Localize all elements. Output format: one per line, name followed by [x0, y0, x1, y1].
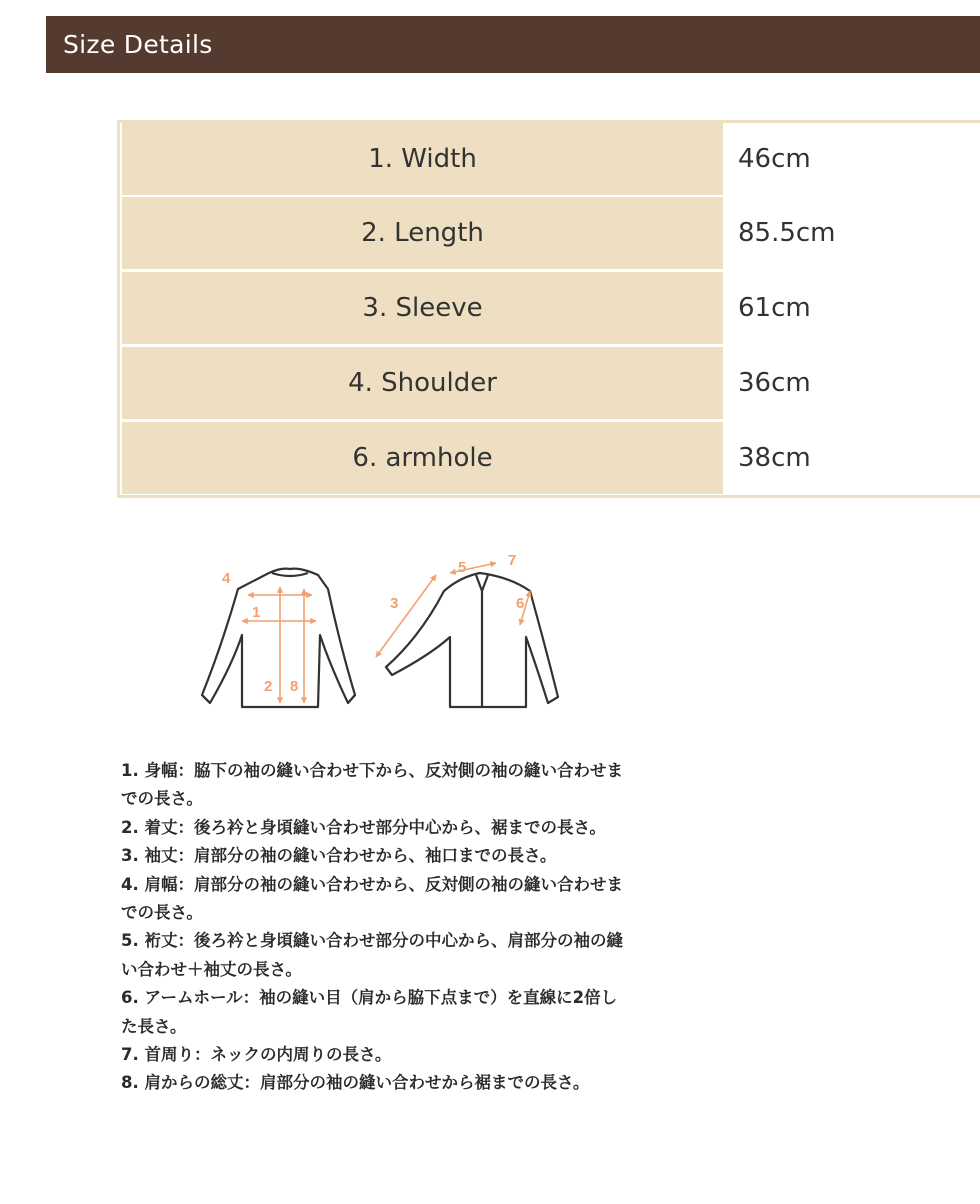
marker-5: 5 [458, 559, 467, 576]
marker-2: 2 [264, 678, 273, 695]
front-measure-lines [376, 563, 530, 657]
note-item: 1. 身幅：脇下の袖の縫い合わせ下から、反対側の袖の縫い合わせまでの長さ。 [121, 761, 623, 809]
size-table [117, 120, 980, 498]
table-row [120, 123, 980, 195]
marker-8: 8 [290, 678, 299, 695]
measurement-label: 4. Shoulder [122, 347, 723, 419]
measurement-notes [121, 757, 631, 1098]
measurement-label: 2. Length [122, 197, 723, 269]
measurement-label: 1. Width [122, 123, 723, 195]
note-item: 4. 肩幅：肩部分の袖の縫い合わせから、反対側の袖の縫い合わせまでの長さ。 [121, 874, 623, 923]
marker-1: 1 [252, 604, 261, 621]
table-row [120, 347, 980, 419]
measurement-value: 61cm [723, 272, 980, 344]
back-markers [222, 570, 298, 695]
table-row [120, 422, 980, 494]
measurement-label: 3. Sleeve [122, 272, 723, 344]
section-header [46, 16, 980, 73]
measurement-value: 38cm [723, 422, 980, 494]
marker-6: 6 [516, 595, 525, 612]
table-row [120, 197, 980, 269]
section-title: Size Details [63, 30, 213, 59]
measurement-value: 36cm [723, 347, 980, 419]
marker-4: 4 [222, 570, 231, 587]
shirt-front-view [386, 573, 558, 707]
note-item: 7. 首周り：ネックの内周りの長さ。 [121, 1045, 392, 1065]
measurement-label: 6. armhole [122, 422, 723, 494]
shirt-back-view [202, 569, 355, 707]
note-item: 5. 裄丈：後ろ衿と身頃縫い合わせ部分の中心から、肩部分の袖の縫い合わせ＋袖丈の長さ。 [121, 931, 623, 979]
note-item: 3. 袖丈：肩部分の袖の縫い合わせから、袖口までの長さ。 [121, 846, 557, 866]
marker-7: 7 [508, 552, 517, 569]
measurement-value: 85.5cm [723, 197, 980, 269]
table-row [120, 272, 980, 344]
note-item: 8. 肩からの総丈：肩部分の袖の縫い合わせから裾までの長さ。 [121, 1073, 590, 1093]
note-item: 2. 着丈：後ろ衿と身頃縫い合わせ部分中心から、裾までの長さ。 [121, 817, 606, 837]
shirt-measurement-diagram [180, 545, 580, 720]
measurement-value: 46cm [723, 123, 980, 195]
note-item: 6. アームホール：袖の縫い目（肩から脇下点まで）を直線に2倍した長さ。 [121, 988, 618, 1036]
marker-3: 3 [390, 595, 399, 612]
